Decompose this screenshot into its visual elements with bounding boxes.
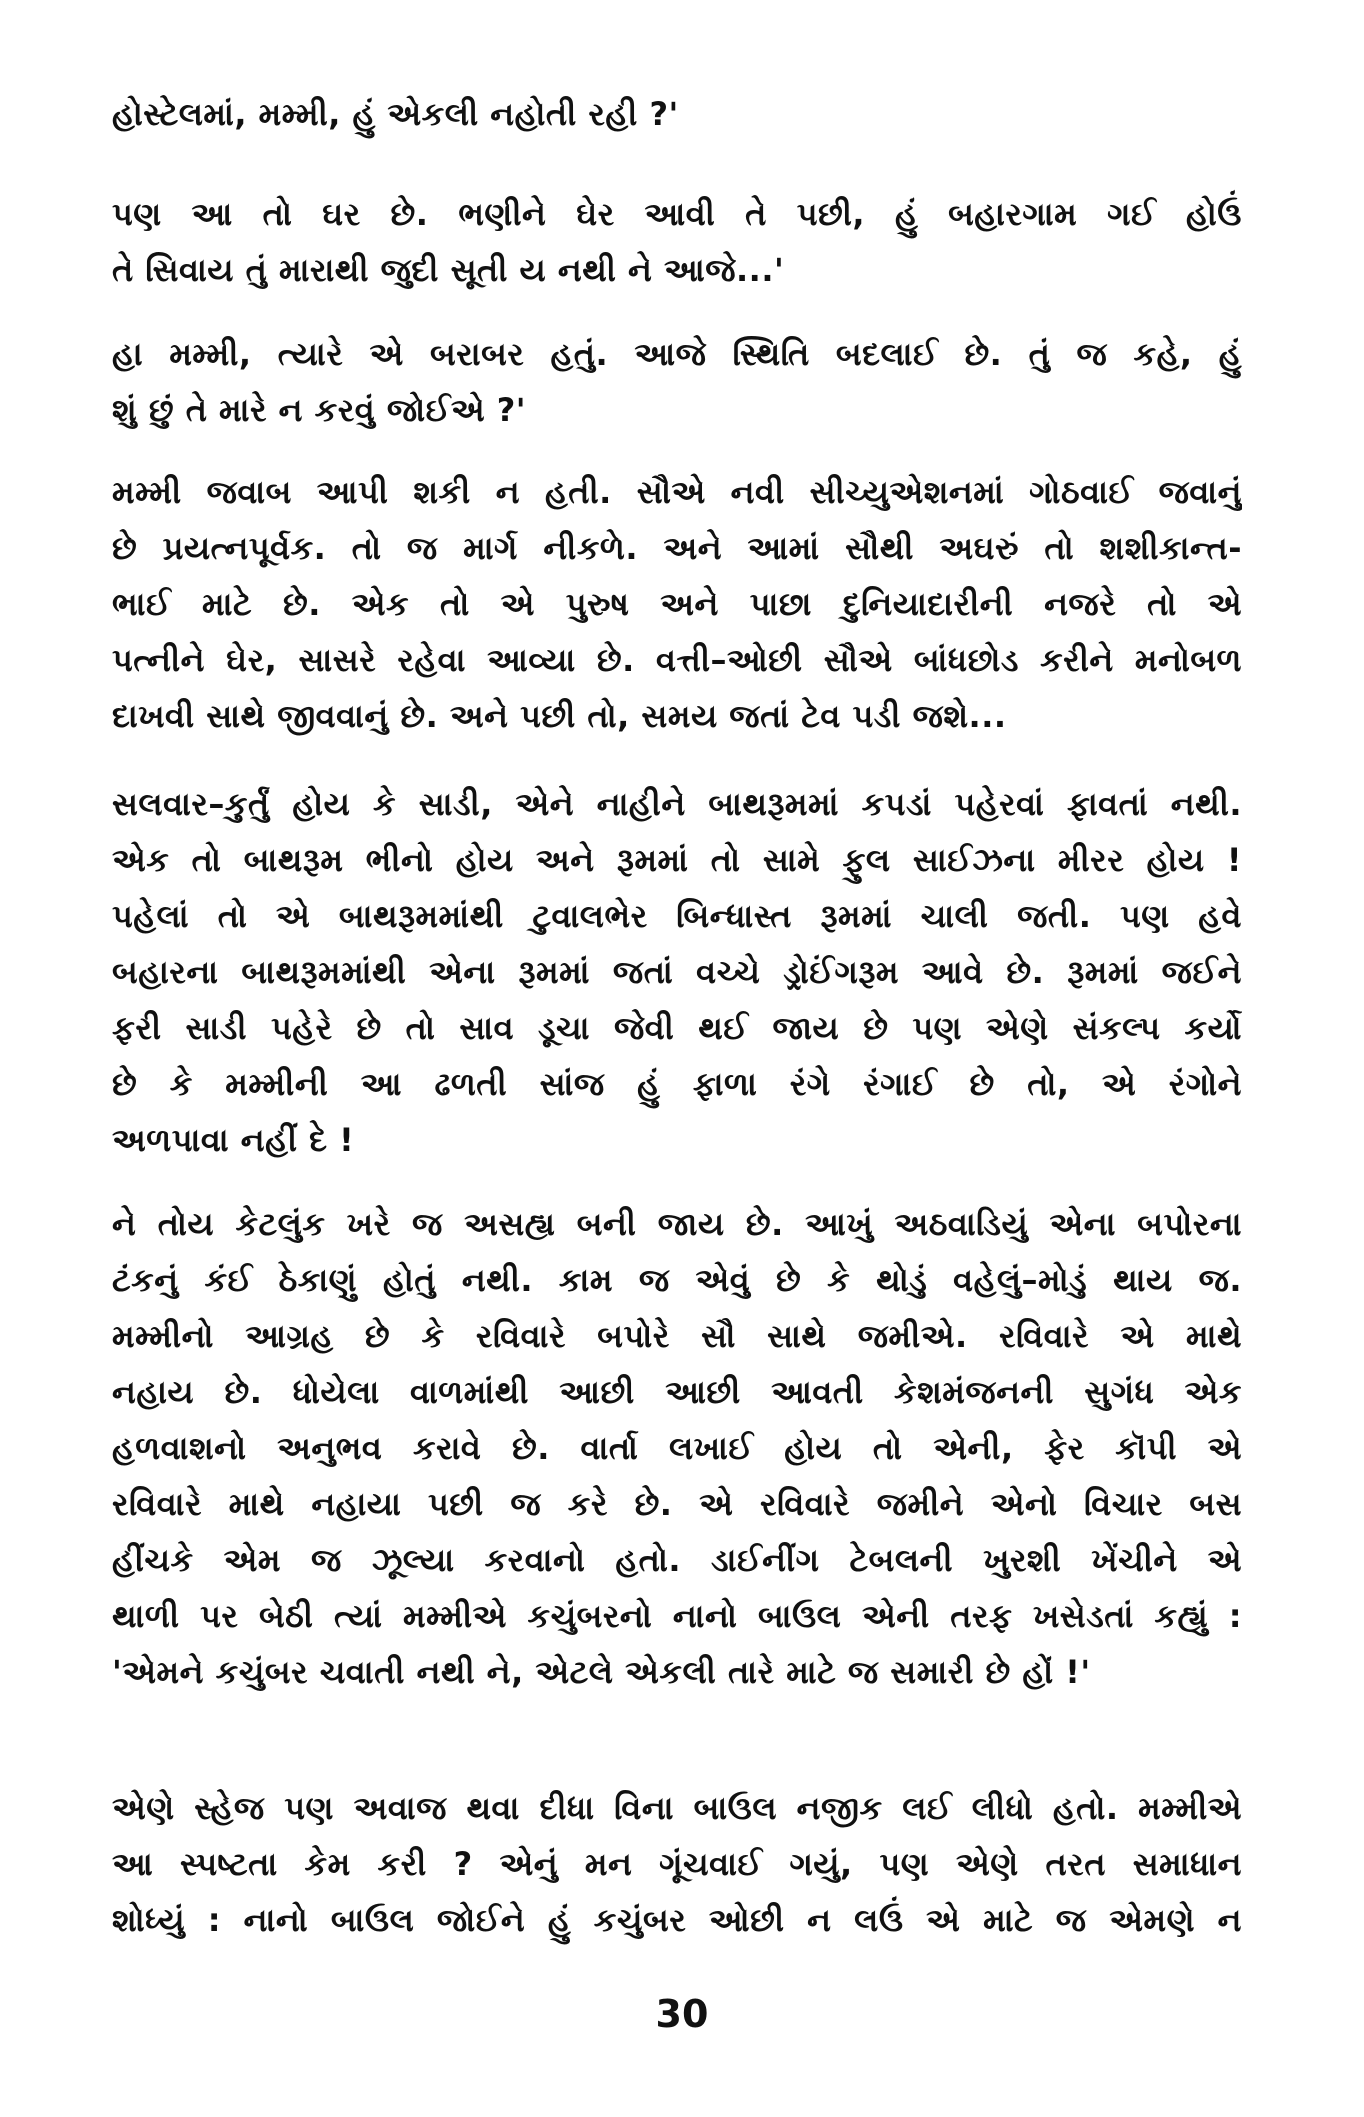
text-line: નહાય છે. ધોયેલા વાળમાંથી આછી આછી આવતી કેશમંજનની સુગંધ એક <box>112 1373 1242 1411</box>
paragraph-2 <box>112 186 1242 298</box>
text-line: શું છું તે મારે ન કરવું જોઈએ ?' <box>112 391 527 429</box>
text-line: એણે સ્હેજ પણ અવાજ થવા દીધા વિના બાઉલ નજીક લઈ લીધો હતો. મમ્મીએ <box>112 1789 1242 1827</box>
paragraph-1 <box>112 86 1242 142</box>
text-line: 'એમને કચુંબર ચવાતી નથી ને, એટલે એકલી તારે માટે જ સમારી છે હોં !' <box>112 1653 1091 1691</box>
text-line: થાળી પર બેઠી ત્યાં મમ્મીએ કચુંબરનો નાનો બાઉલ એની તરફ ખસેડતાં કહ્યું : <box>112 1597 1242 1635</box>
text-line: છે પ્રયત્નપૂર્વક. તો જ માર્ગ નીકળે. અને આમાં સૌથી અઘરું તો શશીકાન્ત- <box>112 529 1242 567</box>
page-number: 30 <box>655 1992 709 2036</box>
paragraph-6 <box>112 1196 1242 1700</box>
paragraph-5 <box>112 776 1242 1168</box>
text-line: મમ્મીનો આગ્રહ છે કે રવિવારે બપોરે સૌ સાથે જમીએ. રવિવારે એ માથે <box>112 1317 1242 1355</box>
text-line: એક તો બાથરૂમ ભીનો હોય અને રૂમમાં તો સામે ફુલ સાઈઝના મીરર હોય ! <box>112 841 1242 879</box>
text-line: હીંચકે એમ જ ઝૂલ્યા કરવાનો હતો. ડાઈનીંગ ટેબલની ખુરશી ખેંચીને એ <box>112 1541 1242 1579</box>
text-line: પહેલાં તો એ બાથરૂમમાંથી ટુવાલભેર બિન્ધાસ્ત રૂમમાં ચાલી જતી. પણ હવે <box>112 897 1242 935</box>
text-line: તે સિવાય તું મારાથી જુદી સૂતી ય નથી ને આજે...' <box>112 251 785 289</box>
text-line: પત્નીને ઘેર, સાસરે રહેવા આવ્યા છે. વત્તી–ઓછી સૌએ બાંધછોડ કરીને મનોબળ <box>112 641 1242 679</box>
text-line: બહારના બાથરૂમમાંથી એના રૂમમાં જતાં વચ્ચે ડ્રોઈંગરૂમ આવે છે. રૂમમાં જઈને <box>112 953 1242 991</box>
text-line: રવિવારે માથે નહાયા પછી જ કરે છે. એ રવિવારે જમીને એનો વિચાર બસ <box>112 1485 1242 1523</box>
paragraph-4 <box>112 464 1242 744</box>
text-line: સલવાર–કુર્તું હોય કે સાડી, એને નાહીને બાથરૂમમાં કપડાં પહેરવાં ફાવતાં નથી. <box>112 785 1242 823</box>
text-line: આ સ્પષ્ટતા કેમ કરી ? એનું મન ગૂંચવાઈ ગયું, પણ એણે તરત સમાધાન <box>112 1845 1242 1883</box>
text-line: હળવાશનો અનુભવ કરાવે છે. વાર્તા લખાઈ હોય તો એની, ફેર કૉપી એ <box>112 1429 1242 1467</box>
text-line: મમ્મી જવાબ આપી શકી ન હતી. સૌએ નવી સીચ્યુએશનમાં ગોઠવાઈ જવાનું <box>112 473 1242 511</box>
paragraph-3 <box>112 326 1242 438</box>
text-line: શોધ્યું : નાનો બાઉલ જોઈને હું કચુંબર ઓછી ન લઉં એ માટે જ એમણે ન <box>112 1901 1242 1939</box>
text-line: ફરી સાડી પહેરે છે તો સાવ ડૂચા જેવી થઈ જાય છે પણ એણે સંકલ્પ કર્યો <box>112 1009 1242 1047</box>
text-line: અળપાવા નહીં દે ! <box>112 1121 355 1159</box>
paragraph-7 <box>112 1780 1242 1948</box>
text-line: દાખવી સાથે જીવવાનું છે. અને પછી તો, સમય જતાં ટેવ પડી જશે... <box>112 697 1007 735</box>
text-line: પણ આ તો ઘર છે. ભણીને ઘેર આવી તે પછી, હું બહારગામ ગઈ હોઉં <box>112 195 1242 233</box>
text-line: ભાઈ માટે છે. એક તો એ પુરુષ અને પાછા દુનિયાદારીની નજરે તો એ <box>112 585 1242 623</box>
text-line: હા મમ્મી, ત્યારે એ બરાબર હતું. આજે સ્થિતિ બદલાઈ છે. તું જ કહે, હું <box>112 335 1242 373</box>
text-line: છે કે મમ્મીની આ ઢળતી સાંજ હું ફાળા રંગે રંગાઈ છે તો, એ રંગોને <box>112 1065 1242 1103</box>
text-line: ટંકનું કંઈ ઠેકાણું હોતું નથી. કામ જ એવું છે કે થોડું વહેલું–મોડું થાય જ. <box>112 1261 1242 1299</box>
text-line: ને તોય કેટલુંક ખરે જ અસહ્ય બની જાય છે. આખું અઠવાડિયું એના બપોરના <box>112 1205 1242 1243</box>
text-line: હોસ્ટેલમાં, મમ્મી, હું એકલી નહોતી રહી ?' <box>112 95 679 133</box>
